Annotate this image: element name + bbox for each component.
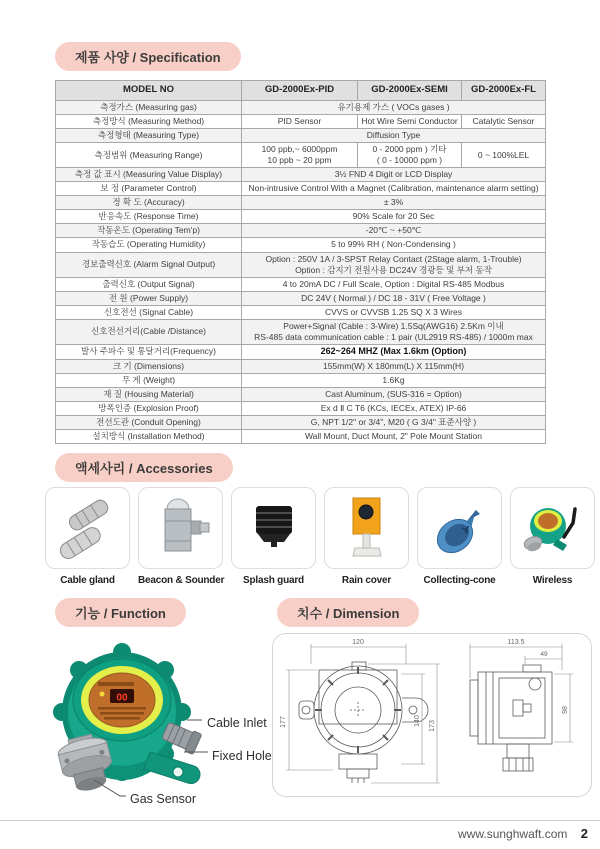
spec-table-row — [56, 238, 546, 252]
spec-table-row — [56, 129, 546, 143]
spec-cell: 0 ~ 100%LEL — [462, 143, 546, 168]
spec-table-row — [56, 319, 546, 344]
spec-cell: 100 ppb,~ 6000ppm 10 ppb ~ 20 ppm — [242, 143, 358, 168]
wireless-detector-icon — [517, 495, 589, 561]
spec-row-label: 보 정 (Parameter Control) — [56, 182, 242, 196]
spec-row-label: 측정범위 (Measuring Range) — [56, 143, 242, 168]
spec-table-row — [56, 401, 546, 415]
spec-cell: Power+Signal (Cable : 3-Wire) 1.5Sq(AWG16) 2.5Km 이내 RS-485 data communication cable : 1 pair (UL2919 RS-485) / 1000m max — [242, 319, 546, 344]
footer-page-number: 2 — [580, 826, 588, 841]
spec-table-row — [56, 252, 546, 277]
footer-divider — [0, 820, 600, 821]
spec-table-row — [56, 168, 546, 182]
spec-row-label: 발사 주파수 및 통달거리(Frequency) — [56, 344, 242, 359]
section-title-accessories: 액세사리 / Accessories — [55, 453, 233, 482]
accessory-label: Splash guard — [243, 575, 304, 586]
dim-side-height: 98 — [562, 706, 569, 714]
cable-gland-icon — [52, 496, 124, 560]
accessory-card — [138, 487, 223, 569]
spec-row-label: 반응속도 (Response Time) — [56, 210, 242, 224]
spec-cell: 90% Scale for 20 Sec — [242, 210, 546, 224]
spec-table-row — [56, 277, 546, 291]
led-display: 00 — [116, 692, 128, 704]
spec-cell: Wall Mount, Duct Mount, 2" Pole Mount Station — [242, 429, 546, 443]
spec-row-label: 신호전선거리(Cable /Distance) — [56, 319, 242, 344]
spec-cell: PID Sensor — [242, 115, 358, 129]
spec-table-row — [56, 291, 546, 305]
spec-row-label: 전 원 (Power Supply) — [56, 291, 242, 305]
accessory-cable-gland — [45, 487, 130, 586]
spec-table — [55, 80, 546, 444]
function-label-gas-sensor: Gas Sensor — [130, 792, 197, 806]
accessory-splash-guard — [231, 487, 316, 586]
spec-cell: Diffusion Type — [242, 129, 546, 143]
accessory-label: Beacon & Sounder — [138, 575, 225, 586]
spec-cell: Hot Wire Semi Conductor — [358, 115, 462, 129]
spec-cell: 1.6Kg — [242, 373, 546, 387]
accessory-card — [231, 487, 316, 569]
spec-row-label: 측정가스 (Measuring gas) — [56, 101, 242, 115]
spec-table-row — [56, 115, 546, 129]
accessory-card — [510, 487, 595, 569]
spec-table-body — [56, 101, 546, 444]
spec-table-header-row — [56, 81, 546, 101]
spec-table-row — [56, 224, 546, 238]
spec-cell: Non-intrusive Control With a Magnet (Calibration, maintenance alarm setting) — [242, 182, 546, 196]
section-title-dimension: 치수 / Dimension — [277, 598, 419, 627]
spec-cell: CVVS or CVVSB 1.25 SQ X 3 Wires — [242, 305, 546, 319]
spec-table-row — [56, 143, 546, 168]
spec-table-row — [56, 429, 546, 443]
spec-row-label: 작동온도 (Operating Tem'p) — [56, 224, 242, 238]
accessory-rain-cover — [324, 487, 409, 586]
section-title-function: 기능 / Function — [55, 598, 186, 627]
dim-front-height-left: 177 — [280, 716, 287, 728]
spec-table-row — [56, 373, 546, 387]
accessory-card — [324, 487, 409, 569]
spec-cell: -20℃ ~ +50℃ — [242, 224, 546, 238]
dim-front-width: 120 — [352, 639, 364, 646]
spec-table-row — [56, 182, 546, 196]
rain-cover-icon — [331, 493, 403, 563]
spec-table-row — [56, 359, 546, 373]
spec-table-row — [56, 305, 546, 319]
dimension-figure — [272, 633, 592, 797]
spec-cell: 4 to 20mA DC / Full Scale, Option : Digital RS-485 Modbus — [242, 277, 546, 291]
spec-row-label: 재 질 (Housing Material) — [56, 387, 242, 401]
spec-row-label: 정 확 도 (Accuracy) — [56, 196, 242, 210]
spec-row-label: 측정방식 (Measuring Method) — [56, 115, 242, 129]
accessory-beacon-sounder — [138, 487, 223, 586]
accessory-wireless — [510, 487, 595, 586]
section-title-specification: 제품 사양 / Specification — [55, 42, 241, 71]
spec-row-label: 측정형태 (Measuring Type) — [56, 129, 242, 143]
collecting-cone-icon — [424, 496, 496, 560]
function-label-cable-inlet: Cable Inlet — [207, 716, 267, 730]
dim-side-width: 113.5 — [507, 639, 525, 646]
spec-row-label: 신호전선 (Signal Cable) — [56, 305, 242, 319]
accessory-collecting-cone — [417, 487, 502, 586]
spec-cell: 0 - 2000 ppm ) 기타 ( 0 - 10000 ppm ) — [358, 143, 462, 168]
spec-table-row — [56, 196, 546, 210]
spec-header-fl: GD-2000Ex-FL — [462, 81, 546, 101]
spec-cell: 5 to 99% RH ( Non-Condensing ) — [242, 238, 546, 252]
spec-cell: 155mm(W) X 180mm(L) X 115mm(H) — [242, 359, 546, 373]
dim-front-height-inner: 140 — [414, 715, 421, 727]
dim-side-top-offset: 49 — [540, 651, 548, 658]
spec-header-pid: GD-2000Ex-PID — [242, 81, 358, 101]
spec-row-label: 무 게 (Weight) — [56, 373, 242, 387]
spec-row-label: 전선도관 (Conduit Opening) — [56, 415, 242, 429]
spec-row-label: 방폭인증 (Explosion Proof) — [56, 401, 242, 415]
spec-cell: Ex d Ⅱ C T6 (KCs, IECEx, ATEX) IP-66 — [242, 401, 546, 415]
footer-website: www.sunghwaft.com — [458, 827, 568, 841]
footer — [458, 826, 588, 841]
accessory-label: Wireless — [532, 575, 573, 586]
dimension-drawing-front — [299, 662, 428, 783]
spec-table-row — [56, 387, 546, 401]
dim-front-height-total: 173 — [429, 720, 436, 732]
spec-row-label: 측정 값 표시 (Measuring Value Display) — [56, 168, 242, 182]
spec-header-semi: GD-2000Ex-SEMI — [358, 81, 462, 101]
spec-table-row — [56, 210, 546, 224]
spec-row-label: 크 기 (Dimensions) — [56, 359, 242, 373]
spec-row-label: 설치방식 (Installation Method) — [56, 429, 242, 443]
spec-table-row — [56, 415, 546, 429]
accessory-label: Cable gland — [60, 575, 115, 586]
spec-cell: 유기용제 가스 ( VOCs gases ) — [242, 101, 546, 115]
spec-table-row — [56, 344, 546, 359]
spec-cell: Option : 250V 1A / 3-SPST Relay Contact (2Stage alarm, 1-Trouble) Option : 감지기 전원사용 DC24V 경광등 및 부저 동작 — [242, 252, 546, 277]
accessory-card — [45, 487, 130, 569]
splash-guard-icon — [238, 496, 310, 560]
spec-cell: ± 3% — [242, 196, 546, 210]
accessory-label: Rain cover — [341, 575, 392, 586]
spec-table-row — [56, 101, 546, 115]
spec-header-model: MODEL NO — [56, 81, 242, 101]
beacon-sounder-icon — [145, 495, 217, 561]
spec-cell: DC 24V ( Normal ) / DC 18 - 31V ( Free Voltage ) — [242, 291, 546, 305]
spec-row-label: 출력신호 (Output Signal) — [56, 277, 242, 291]
accessory-card — [417, 487, 502, 569]
spec-row-label: 경보출력신호 (Alarm Signal Output) — [56, 252, 242, 277]
dimension-drawing-side — [470, 665, 552, 771]
accessories-row — [45, 487, 597, 586]
spec-cell: Cast Aluminum, (SUS-316 = Option) — [242, 387, 546, 401]
spec-cell: 3½ FND 4 Digit or LCD Display — [242, 168, 546, 182]
accessory-label: Collecting-cone — [423, 575, 496, 586]
spec-cell: G, NPT 1/2" or 3/4", M20 ( G 3/4" 표준사양 ) — [242, 415, 546, 429]
spec-cell: Catalytic Sensor — [462, 115, 546, 129]
spec-cell: 262~264 MHZ (Max 1.6km (Option) — [242, 344, 546, 359]
dimension-drawings — [273, 634, 591, 796]
function-label-fixed-hole: Fixed Hole — [212, 749, 272, 763]
spec-row-label: 작동습도 (Operating Humidity) — [56, 238, 242, 252]
